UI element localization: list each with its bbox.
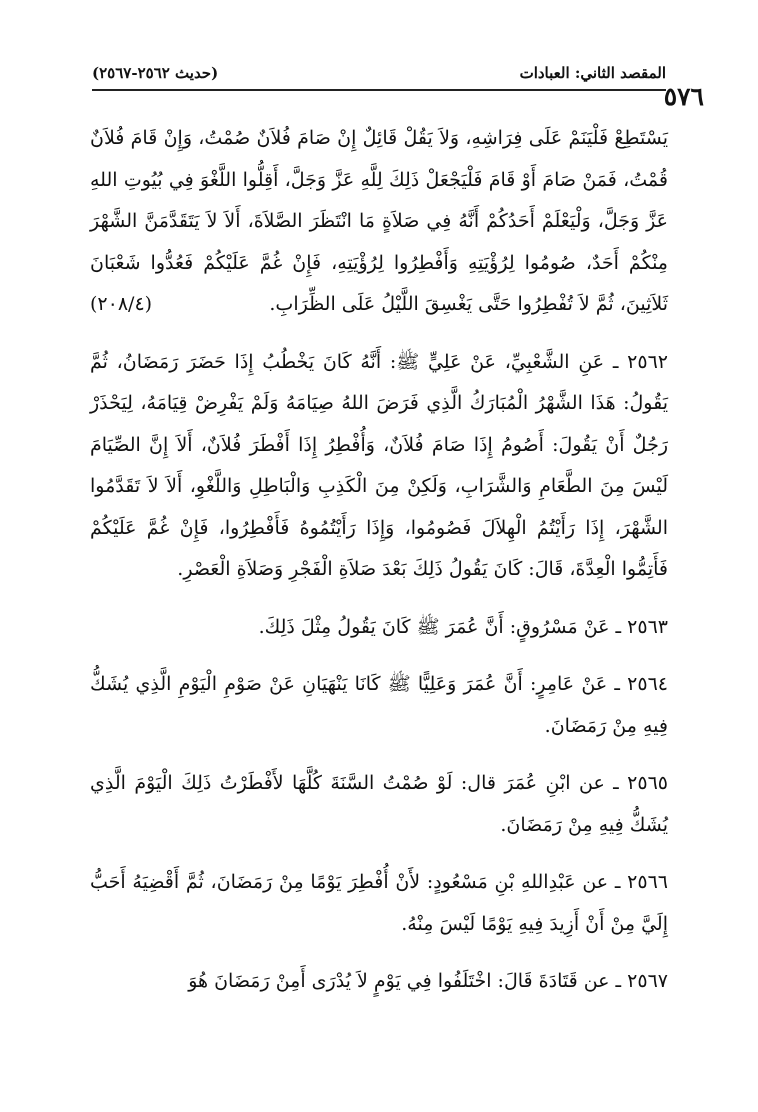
header-rule (92, 89, 666, 91)
hadith-paragraph: ٢٥٦٦ ـ عن عَبْدِاللهِ بْنِ مَسْعُودٍ: لأَنْ أُفْطِرَ يَوْمًا مِنْ رَمَضَانَ، ثُمَّ أَقْضِيَهُ أَحَبُّ إِلَيَّ مِنْ أَنْ أَزِيدَ فِيهِ يَوْمًا لَيْسَ مِنْهُ. (90, 871, 668, 935)
section-title: المقصد الثاني: العبادات (519, 64, 666, 82)
running-header (92, 62, 666, 84)
hadith-paragraph: ٢٥٦٣ ـ عَنْ مَسْرُوقٍ: أَنَّ عُمَرَ ﷺ كَانَ يَقُولُ مِثْلَ ذَلِكَ. (258, 615, 668, 638)
hadith-paragraph: ٢٥٦٧ ـ عن قَتَادَةَ قَالَ: اخْتَلَفُوا فِي يَوْمٍ لاَ يُدْرَى أَمِنْ رَمَضَانَ هُوَ (188, 970, 668, 992)
hadith-paragraph: ٢٥٦٢ ـ عَنِ الشَّعْبِيِّ، عَنْ عَلِيٍّ ﷺ: أَنَّهُ كَانَ يَخْطُبُ إِذَا حَضَرَ رَمَضَانُ، ثُمَّ يَقُولُ: هَذَا الشَّهْرُ الْمُبَارَكُ الَّذِي فَرَضَ اللهُ صِيَامَهُ وَلَمْ يَفْرِضْ قِيَامَهُ، لِيَحْذَرْ رَجُلٌ أَنْ يَقُولَ: أَصُومُ إِذَا صَامَ فُلاَنٌ، وَأُفْطِرُ إِذَا أَفْطَرَ فُلاَنٌ، أَلاَ إِنَّ الصِّيَامَ لَيْسَ مِنَ الطَّعَامِ وَالشَّرَابِ، وَلَكِنْ مِنَ الْكَذِبِ وَالْبَاطِلِ وَاللَّغْوِ، أَلاَ لاَ تَقَدَّمُوا الشَّهْرَ، إِذَا رَأَيْتُمُ الْهِلاَلَ فَصُومُوا، وَإِذَا رَأَيْتُمُوهُ فَأَفْطِرُوا، فَإِنْ غُمَّ عَلَيْكُمْ فَأَتِمُّوا الْعِدَّةَ، قَالَ: كَانَ يَقُولُ ذَلِكَ بَعْدَ صَلاَةِ الْفَجْرِ وَصَلاَةِ الْعَصْرِ. (90, 350, 668, 580)
reference-note: (٢٠٨/٤) (90, 293, 153, 315)
page-body (90, 118, 668, 1003)
hadith-range: (حديث ٢٥٦٢-٢٥٦٧) (92, 64, 219, 82)
hadith-text: يَسْتَطِعْ فَلْيَنَمْ عَلَى فِرَاشِهِ، وَلاَ يَقُلْ قَائِلٌ إِنْ صَامَ فُلاَنٌ صُمْتُ، وَإِنْ قَامَ فُلاَنٌ قُمْتُ، فَمَنْ صَامَ أَوْ قَامَ فَلْيَجْعَلْ ذَلِكَ لِلَّهِ عَزَّ وَجَلَّ، أَقِلُّوا اللَّغْوَ فِي بُيُوتِ اللهِ عَزَّ وَجَلَّ، وَلْيَعْلَمْ أَحَدُكُمْ أَنَّهُ فِي صَلاَةٍ مَا انْتَظَرَ الصَّلاَةَ، أَلاَ لاَ يَتَقَدَّمَنَّ الشَّهْرَ مِنْكُمْ أَحَدٌ، صُومُوا لِرُؤْيَتِهِ وَأَفْطِرُوا لِرُؤْيَتِهِ، فَإِنْ غُمَّ عَلَيْكُمْ فَعُدُّوا شَعْبَانَ ثَلاَثِينَ، ثُمَّ لاَ تُفْطِرُوا حَتَّى يَغْسِقَ اللَّيْلُ عَلَى الظِّرَابِ. (90, 127, 668, 315)
hadith-paragraph (90, 118, 668, 326)
hadith-paragraph: ٢٥٦٤ ـ عَنْ عَامِرٍ: أَنَّ عُمَرَ وَعَلِيًّا ﷺ كَانَا يَنْهَيَانِ عَنْ صَوْمِ الْيَوْمِ الَّذِي يُشَكُّ فِيهِ مِنْ رَمَضَانَ. (90, 673, 668, 737)
hadith-paragraph: ٢٥٦٥ ـ عن ابْنِ عُمَرَ قال: لَوْ صُمْتُ السَّنَةَ كُلَّهَا لأَفْطَرْتُ ذَلِكَ الْيَوْمَ الَّذِي يُشَكُّ فِيهِ مِنْ رَمَضَانَ. (90, 772, 668, 836)
page-number: ٥٧٦ (663, 82, 704, 111)
